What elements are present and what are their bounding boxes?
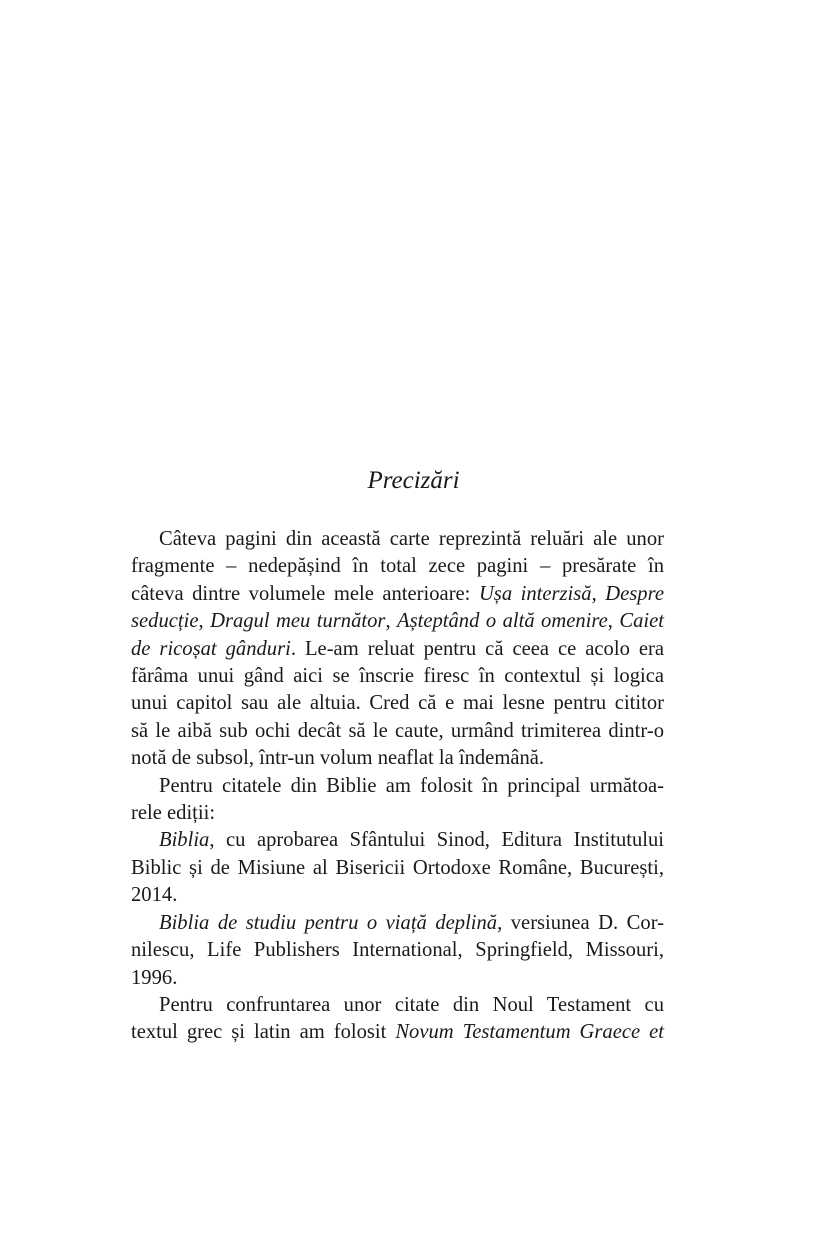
page-title: Precizări (367, 467, 460, 494)
text-segment: fragmente – nedepășind în total zece pagini – presărate în (131, 555, 664, 578)
italic-title: Caiet (619, 610, 664, 633)
paragraph (131, 773, 664, 828)
paragraph (131, 827, 664, 909)
text-segment: Câteva pagini din această carte reprezintă reluări ale unor (159, 528, 664, 550)
paragraph (131, 992, 664, 1047)
body-text (131, 526, 664, 1047)
text-line (131, 800, 664, 827)
text-segment: notă de subsol, într-un volum neaflat la îndemână. (131, 747, 545, 770)
text-line (131, 965, 664, 992)
italic-title: Despre (605, 582, 664, 605)
italic-title: Dragul meu turnător (210, 610, 386, 633)
text-segment: 1996. (131, 966, 178, 989)
text-line (131, 882, 664, 909)
italic-title: Biblia (159, 829, 210, 852)
text-line (131, 718, 664, 745)
italic-title: Așteptând o altă omenire (397, 610, 608, 633)
text-segment: Pentru confruntarea unor citate din Noul Testament cu (159, 993, 664, 1016)
text-segment: , (198, 610, 211, 633)
text-line (131, 553, 664, 580)
text-line (131, 608, 664, 635)
text-segment: , (607, 610, 620, 633)
text-segment: . Le-am reluat pentru că ceea ce acolo era (290, 637, 664, 660)
text-segment: textul grec și latin am folosit (131, 1021, 396, 1044)
text-segment: unui capitol sau ale altuia. Cred că e mai lesne pentru cititor (131, 692, 664, 715)
text-segment: , (591, 582, 606, 605)
text-line (131, 773, 664, 800)
text-segment: 2014. (131, 884, 178, 907)
italic-title: de ricoșat gânduri (131, 637, 291, 660)
paragraph (131, 910, 664, 992)
text-segment: rele ediții: (131, 802, 216, 825)
text-segment: , cu aprobarea Sfântului Sinod, Editura Institutului (209, 829, 664, 852)
italic-title: Biblia de studiu pentru o viață deplină (159, 911, 498, 934)
text-line (131, 526, 664, 553)
text-line (131, 827, 664, 854)
text-segment: , (385, 610, 398, 633)
text-line (131, 663, 664, 690)
text-segment: , versiunea D. Cor- (497, 911, 665, 934)
text-line (131, 937, 664, 964)
text-line (131, 855, 664, 882)
text-segment: câteva dintre volumele mele anterioare: (131, 582, 479, 605)
text-line (131, 910, 664, 937)
text-line (131, 581, 664, 608)
text-line (131, 745, 664, 772)
paragraph (131, 526, 664, 773)
italic-title: Ușa interzisă (478, 582, 592, 605)
text-segment: Pentru citatele din Biblie am folosit în principal următoa- (159, 774, 664, 797)
text-segment: nilescu, Life Publishers International, Springfield, Missouri, (131, 939, 664, 962)
text-line (131, 1019, 664, 1046)
text-line (131, 992, 664, 1019)
text-segment: fărâma unui gând aici se înscrie firesc în contextul și logica (131, 665, 664, 688)
italic-title: Novum Testamentum Graece et (395, 1021, 664, 1044)
text-line (131, 636, 664, 663)
italic-title: seducție (131, 610, 199, 633)
text-segment: Biblic și de Misiune al Bisericii Ortodoxe Române, București, (131, 856, 664, 879)
text-segment: să le aibă sub ochi decât să le caute, urmând trimiterea dintr-o (131, 719, 664, 742)
text-line (131, 690, 664, 717)
